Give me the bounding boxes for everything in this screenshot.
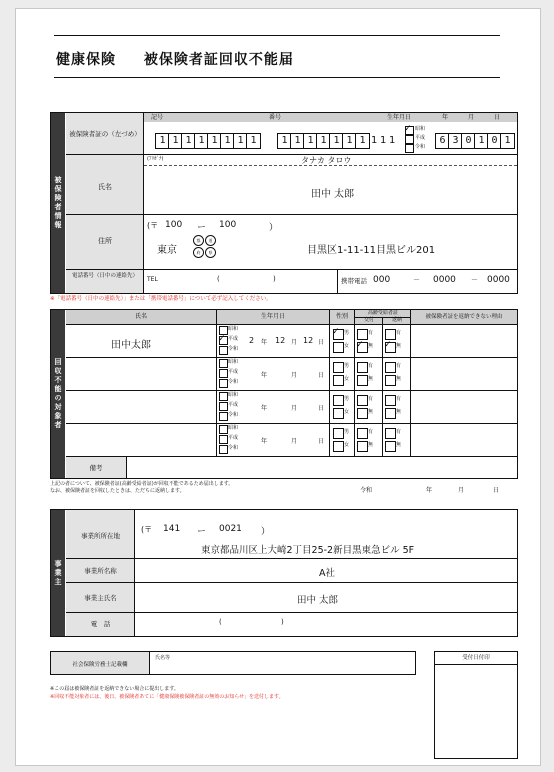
insured-row-line (66, 154, 517, 155)
insured-section-label: 被保険者情報 (51, 113, 65, 293)
bango-digit-box[interactable]: 1 (277, 133, 292, 149)
dob-digit-box[interactable]: 0 (487, 133, 502, 149)
row-dob-month-value[interactable]: 12 (275, 336, 286, 345)
row-issue-label: 有 (368, 330, 374, 336)
table-col-line (410, 310, 411, 456)
kigo-digit-box[interactable]: 1 (155, 133, 170, 149)
employer-address-value[interactable]: 東京都品川区上大崎2丁目25-2新目黒東急ビル 5F (201, 545, 415, 556)
row-issue-checkbox[interactable] (357, 329, 368, 340)
row-issue-checkbox[interactable] (357, 441, 368, 452)
pref-mark-to[interactable]: 都 (193, 235, 204, 246)
employer-section (50, 509, 518, 637)
mobile-dash-2: － (471, 276, 478, 284)
sharoushi-col-line (149, 652, 150, 674)
dob-header: 生年月日 (387, 114, 412, 121)
row-era-label: 令和 (228, 445, 239, 451)
table-row-line (355, 317, 410, 318)
stamp-label: 受付日付印 (462, 655, 490, 661)
row-era-label: 平成 (228, 435, 239, 441)
insured-section (50, 112, 518, 294)
table-col-line (382, 317, 383, 456)
row-issue-label: 無 (368, 343, 374, 349)
row-issue-checkbox[interactable] (357, 362, 368, 373)
stamp-header-line (435, 664, 517, 665)
era-option-label: 令和 (415, 144, 426, 150)
col-reason-header: 被保険者証を返納できない理由 (425, 314, 503, 320)
row-issue-label: 有 (368, 396, 374, 402)
form-page (15, 8, 541, 766)
extra-digit[interactable]: 1 (389, 135, 396, 146)
row-return-checkbox[interactable] (385, 408, 396, 419)
mobile-label: 携帯電話 (341, 277, 367, 285)
row-dob-day-unit: 日 (318, 372, 325, 379)
footer-note-2: ※回収不能対象者には、後日、被保険者あてに「健康保険被保険者証の無効のお知らせ」を送付します。 (50, 694, 284, 700)
bango-digit-box[interactable]: 1 (355, 133, 370, 149)
bango-digit-box[interactable]: 1 (342, 133, 357, 149)
insured-col-line (143, 113, 144, 293)
row-dob-year-value[interactable]: 2 (249, 336, 255, 345)
office-name-label: 事業所名称 (84, 567, 117, 575)
row-return-check-mark: ✓ (384, 340, 392, 350)
era-option-label: 平成 (415, 135, 426, 141)
row-issue-checkbox[interactable] (357, 408, 368, 419)
employer-postal-mark-symbol: 〒 (144, 525, 153, 534)
kigo-digit-box[interactable]: 1 (194, 133, 209, 149)
bango-digit-box[interactable]: 1 (303, 133, 318, 149)
row-return-checkbox[interactable] (385, 441, 396, 452)
address-label: 住所 (98, 237, 112, 245)
employer-postal-1[interactable]: 141 (163, 524, 181, 534)
stamp-box (434, 651, 518, 759)
row-era-label: 平成 (228, 402, 239, 408)
card-label: 被保険者証の（左づめ） (69, 130, 141, 138)
employer-postal-2[interactable]: 0021 (219, 524, 242, 534)
extra-digit[interactable]: 1 (371, 135, 378, 146)
row-dob-month-unit: 月 (291, 372, 298, 379)
date-month: 月 (458, 487, 465, 494)
row-era-checkbox[interactable] (219, 412, 228, 421)
postal-mark: (〒 (147, 221, 159, 230)
kigo-digit-box[interactable]: 1 (207, 133, 222, 149)
insured-label-column (66, 113, 144, 293)
kigo-digit-box[interactable]: 1 (246, 133, 261, 149)
row-dob-month-unit: 月 (291, 438, 298, 445)
employer-postal-mark: (〒 (141, 525, 153, 534)
row-era-checkbox[interactable] (219, 445, 228, 454)
kigo-digit-box[interactable]: 1 (168, 133, 183, 149)
table-col-line (216, 310, 217, 456)
address-value[interactable]: 目黒区1-11-11目黒ビル201 (307, 245, 436, 256)
row-sex-label: 女 (344, 376, 350, 382)
table-col-line (329, 310, 330, 456)
row-dob-year-unit: 年 (261, 438, 268, 445)
row-return-checkbox[interactable] (385, 428, 396, 439)
postal-code-1[interactable]: 100 (165, 220, 183, 230)
postal-dash: ー (197, 223, 207, 233)
employer-phone-paren-close: ) (281, 618, 284, 626)
kigo-header: 記号 (151, 114, 164, 121)
col-dob-header: 生年月日 (260, 313, 285, 320)
table-col-line (354, 310, 355, 456)
postal-mark-symbol: 〒 (150, 221, 159, 230)
title-bottom-rule (54, 77, 500, 78)
row-era-checkbox[interactable] (219, 435, 228, 444)
tel-paren-close: ) (273, 275, 276, 283)
postal-paren-close: ） (269, 223, 279, 233)
row-return-label: 無 (396, 376, 402, 382)
row-return-label: 無 (396, 343, 402, 349)
row-issue-label: 有 (368, 363, 374, 369)
bango-digit-box[interactable]: 1 (316, 133, 331, 149)
row1-name[interactable]: 田中太郎 (111, 340, 151, 351)
row-era-label: 昭和 (228, 392, 239, 398)
dob-digit-box[interactable]: 1 (500, 133, 515, 149)
row-era-check-mark: ✓ (218, 334, 226, 344)
form-title (56, 49, 316, 69)
table-row-line (66, 423, 517, 424)
row-issue-label: 無 (368, 376, 374, 382)
row-return-label: 有 (396, 363, 402, 369)
owner-name-value[interactable]: 田中 太郎 (297, 595, 339, 606)
row-era-label: 令和 (228, 379, 239, 385)
row-issue-label: 有 (368, 429, 374, 435)
dob-day-label: 日 (493, 114, 500, 121)
employer-postal-dash: ー (197, 527, 207, 537)
row-sex-label: 男 (344, 396, 350, 402)
col-sex-header: 性別 (335, 313, 348, 320)
row-return-label: 無 (396, 409, 402, 415)
row-issue-checkbox[interactable] (357, 375, 368, 386)
table-row-line (66, 324, 517, 325)
dob-digit-box[interactable]: 1 (474, 133, 489, 149)
row-era-checkbox[interactable] (219, 425, 228, 434)
row-return-checkbox[interactable] (385, 329, 396, 340)
date-year: 年 (426, 487, 433, 494)
kigo-digit-box[interactable]: 1 (220, 133, 235, 149)
employer-address-label: 事業所所在地 (81, 532, 120, 540)
remarks-label: 備考 (89, 464, 103, 472)
date-era: 令和 (360, 487, 373, 494)
mobile-part-3[interactable]: 0000 (487, 275, 510, 285)
insured-row-line (66, 214, 517, 215)
sharoushi-label: 社会保険労務士記載欄 (72, 662, 128, 668)
sharoushi-name-label: 氏名等 (155, 655, 171, 661)
era-option-label: 昭和 (415, 126, 426, 132)
dob-digit-box[interactable]: 3 (448, 133, 463, 149)
row-sex-checkbox[interactable] (333, 441, 344, 452)
insured-col-line (337, 269, 338, 293)
row-return-checkbox[interactable] (385, 375, 396, 386)
footer-note-1: ※この届は被保険者証を返納できない場合に提出します。 (50, 686, 179, 692)
employer-row-line (66, 582, 517, 583)
col-return-header: 返納 (391, 317, 402, 323)
name-label: 氏名 (98, 183, 112, 191)
row-sex-label: 女 (344, 442, 350, 448)
row-sex-label: 男 (344, 363, 350, 369)
phone-label: 電話番号（日中の連絡先） (71, 273, 138, 279)
row-dob-day-value[interactable]: 12 (303, 336, 314, 345)
date-day: 日 (493, 487, 500, 494)
name-value[interactable]: 田中 太郎 (311, 189, 355, 200)
mobile-part-1[interactable]: 000 (373, 275, 391, 285)
row-sex-checkbox[interactable] (333, 362, 344, 373)
mobile-part-2[interactable]: 0000 (433, 275, 456, 285)
row-issue-checkbox[interactable] (357, 395, 368, 406)
col-elderly-header: 高齢受給者証 (367, 310, 398, 316)
row-dob-day-unit: 日 (318, 405, 325, 412)
col-issue-header: 交付 (363, 317, 374, 323)
employer-section-label: 事業主 (51, 510, 65, 636)
dob-digit-box[interactable]: 6 (435, 133, 450, 149)
bango-digit-box[interactable]: 1 (290, 133, 305, 149)
row-sex-label: 男 (344, 429, 350, 435)
furigana-value[interactable]: タナカ タロウ (301, 156, 352, 165)
kigo-digit-box[interactable]: 1 (181, 133, 196, 149)
row-era-label: 平成 (228, 336, 239, 342)
insured-row-line (66, 269, 517, 270)
row-dob-day-unit: 日 (318, 339, 325, 346)
row-dob-year-unit: 年 (261, 372, 268, 379)
phone-note: ※「電話番号（日中の連絡先）」または「携帯電話番号」について必ず記入してください。 (50, 296, 272, 302)
pref-mark-fu[interactable]: 府 (193, 247, 204, 258)
row-dob-year-unit: 年 (261, 405, 268, 412)
row-issue-label: 無 (368, 409, 374, 415)
row-return-checkbox[interactable] (385, 395, 396, 406)
row-era-label: 平成 (228, 369, 239, 375)
row-era-checkbox[interactable] (219, 379, 228, 388)
row-return-label: 有 (396, 330, 402, 336)
row-era-checkbox[interactable] (219, 359, 228, 368)
declaration-line-2: なお、被保険者証を回収したときは、ただちに返納します。 (50, 488, 185, 494)
owner-name-label: 事業主氏名 (84, 594, 117, 602)
form-title-part1: 健康保険 (56, 52, 116, 68)
era-checkbox[interactable] (405, 135, 414, 144)
row-issue-check-mark: ✓ (356, 340, 364, 350)
row-dob-year-unit: 年 (261, 339, 268, 346)
era-checkbox[interactable] (405, 144, 414, 153)
declaration-line-1: 上記の者について、被保険者証(高齢受給者証)が回収不能であるため届出します。 (50, 481, 234, 487)
row-sex-checkbox[interactable] (333, 375, 344, 386)
row-dob-month-unit: 月 (291, 339, 298, 346)
pref-mark-ken[interactable]: 県 (205, 247, 216, 258)
bango-header: 番号 (269, 114, 282, 121)
row-return-label: 有 (396, 429, 402, 435)
row-era-label: 昭和 (228, 359, 239, 365)
row-sex-checkbox[interactable] (333, 342, 344, 353)
row-return-label: 無 (396, 442, 402, 448)
employer-row-line (66, 612, 517, 613)
employer-paren-close: ） (261, 527, 271, 537)
row-era-label: 昭和 (228, 425, 239, 431)
row-issue-checkbox[interactable] (357, 428, 368, 439)
row-sex-checkbox[interactable] (333, 428, 344, 439)
unrecoverable-section-label: 回収不能の対象者 (51, 310, 65, 478)
row-sex-checkbox[interactable] (333, 395, 344, 406)
bango-digit-box[interactable]: 1 (329, 133, 344, 149)
row-sex-check-mark: ✓ (332, 327, 340, 337)
table-row-line (66, 390, 517, 391)
pref-mark-do[interactable]: 道 (205, 235, 216, 246)
employer-row-line (66, 558, 517, 559)
tel-label: TEL (147, 276, 158, 283)
furigana-label: (ﾌﾘｶﾞﾅ) (147, 156, 164, 162)
col-name-header: 氏名 (134, 313, 147, 320)
title-top-rule (54, 35, 500, 36)
table-col-line (126, 456, 127, 478)
prefecture-value[interactable]: 東京 (157, 245, 177, 256)
tel-paren-open: ( (217, 275, 220, 283)
unrecoverable-section (50, 309, 518, 479)
postal-code-2[interactable]: 100 (219, 220, 237, 230)
kigo-digit-box[interactable]: 1 (233, 133, 248, 149)
table-row-line (66, 357, 517, 358)
row-era-checkbox[interactable] (219, 346, 228, 355)
row-dob-month-unit: 月 (291, 405, 298, 412)
sharoushi-box (50, 651, 416, 675)
dob-year-label: 年 (441, 114, 448, 121)
row-era-checkbox[interactable] (219, 369, 228, 378)
row-return-label: 有 (396, 396, 402, 402)
row-era-checkbox[interactable] (219, 402, 228, 411)
office-name-value[interactable]: A社 (319, 568, 335, 579)
form-title-part2: 被保険者証回収不能届 (143, 52, 294, 68)
insured-header-band (144, 113, 517, 122)
row-sex-label: 男 (344, 330, 350, 336)
era-check-mark: ✓ (404, 124, 412, 134)
extra-digit[interactable]: 1 (380, 135, 387, 146)
row-era-checkbox[interactable] (219, 392, 228, 401)
row-issue-label: 無 (368, 442, 374, 448)
mobile-dash-1: － (413, 276, 420, 284)
row-dob-day-unit: 日 (318, 438, 325, 445)
row-sex-checkbox[interactable] (333, 408, 344, 419)
row-era-label: 令和 (228, 346, 239, 352)
employer-phone-label: 電 話 (90, 620, 111, 628)
row-sex-label: 女 (344, 409, 350, 415)
row-era-label: 昭和 (228, 326, 239, 332)
row-sex-label: 女 (344, 343, 350, 349)
employer-phone-paren-open: ( (219, 618, 222, 626)
row-return-checkbox[interactable] (385, 362, 396, 373)
dob-month-label: 月 (467, 114, 474, 121)
dob-digit-box[interactable]: 0 (461, 133, 476, 149)
table-row-line (66, 456, 517, 457)
row-era-label: 令和 (228, 412, 239, 418)
